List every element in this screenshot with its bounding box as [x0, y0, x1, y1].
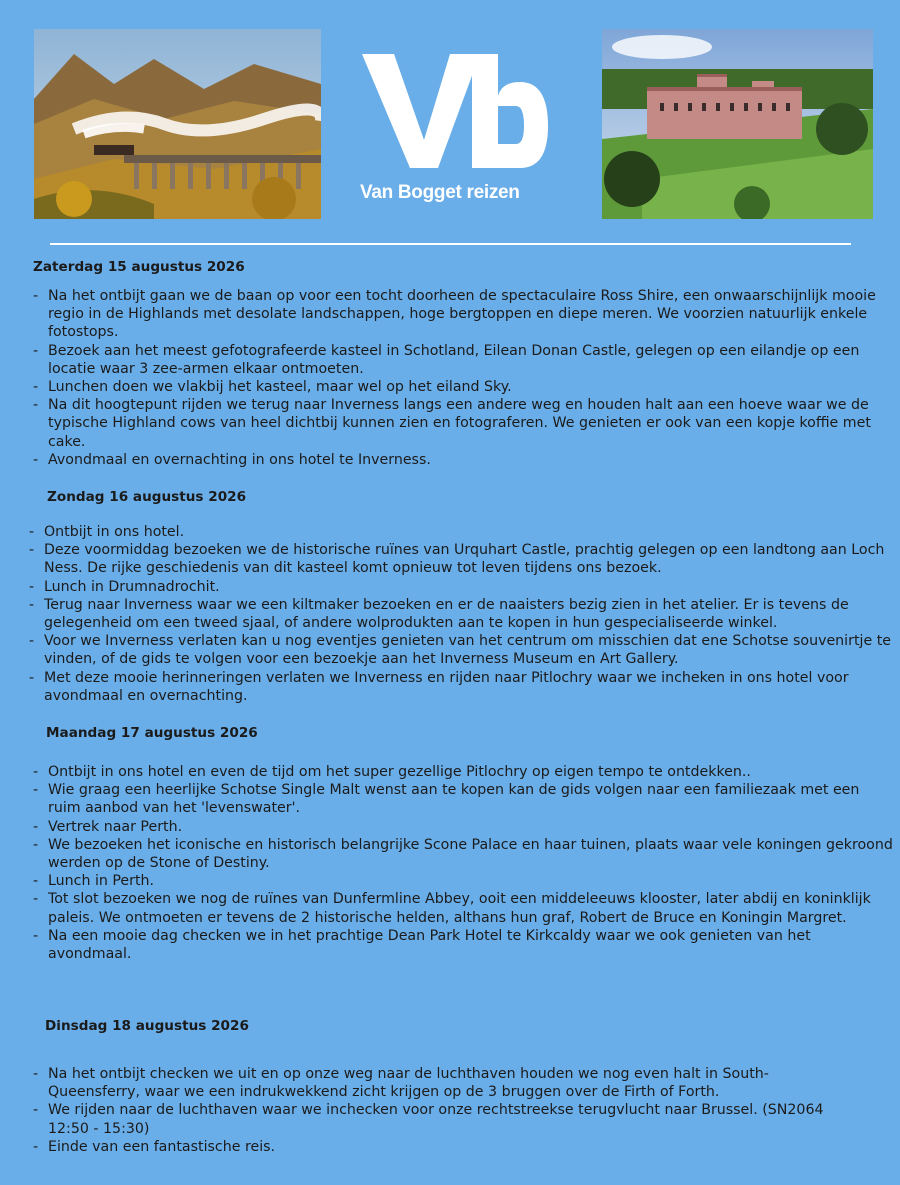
list-item: - We bezoeken het iconische en historisch belangrijke Scone Palace en haar tuinen, plaats waar vele koningen gekroond werden op de Stone of Destiny.: [33, 836, 895, 872]
list-item: - Terug naar Inverness waar we een kiltmaker bezoeken en er de naaisters bezig zien in het atelier. Er is tevens de gelegenheid om een tweed sjaal, of andere wolprodukten aan te kopen in hun gespecialiseerde winkel.: [29, 596, 893, 632]
header: [0, 0, 900, 240]
list-item: - Lunch in Perth.: [33, 872, 895, 890]
list-item: - Ontbijt in ons hotel en even de tijd om het super gezellige Pitlochry op eigen tempo te ontdekken..: [33, 763, 895, 781]
list-item: - Lunchen doen we vlakbij het kasteel, maar wel op het eiland Sky.: [33, 378, 883, 396]
vb-monogram-icon: [352, 44, 552, 174]
glenfinnan-viaduct-photo: [34, 29, 321, 219]
list-item: - Na dit hoogtepunt rijden we terug naar Inverness langs een andere weg en houden halt aan een hoeve waar we de typische Highland cows van heel dichtbij kunnen zien en fotograferen. We genieten er ook van een kopje koffie met cake.: [33, 396, 883, 451]
list-item: - Met deze mooie herinneringen verlaten we Inverness en rijden naar Pitlochry waar we incheken in ons hotel voor avondmaal en overnachting.: [29, 669, 893, 705]
list-item: - We rijden naar de luchthaven waar we inchecken voor onze rechtstreekse terugvlucht naar Brussel. (SN2064 12:50 - 15:30): [33, 1101, 843, 1137]
list-item: - Einde van een fantastische reis.: [33, 1138, 843, 1156]
list-item: - Vertrek naar Perth.: [33, 818, 895, 836]
van-bogget-logo: [352, 44, 552, 214]
list-item: - Na het ontbijt gaan we de baan op voor een tocht doorheen de spectaculaire Ross Shire, een onwaarschijnlijk mooie regio in de Highlands met desolate landschappen, hoge bergtoppen en diepe meren. We voorzien natuurlijk enkele fotostops.: [33, 287, 883, 342]
list-item: - Ontbijt in ons hotel.: [29, 523, 893, 541]
day-title: Zondag 16 augustus 2026: [47, 489, 247, 505]
list-item: - Na een mooie dag checken we in het prachtige Dean Park Hotel te Kirkcaldy waar we ook genieten van het avondmaal.: [33, 927, 895, 963]
list-item: - Avondmaal en overnachting in ons hotel te Inverness.: [33, 451, 883, 469]
scone-palace-photo: [602, 29, 873, 219]
list-item: - Bezoek aan het meest gefotografeerde kasteel in Schotland, Eilean Donan Castle, gelegen op een eilandje op een locatie waar 3 zee-armen elkaar ontmoeten.: [33, 342, 883, 378]
day-title: Zaterdag 15 augustus 2026: [33, 259, 245, 275]
day-items: [33, 1065, 843, 1156]
list-item: - Wie graag een heerlijke Schotse Single Malt wenst aan te kopen kan de gids volgen naar een familiezaak met een ruim aanbod van het 'levenswater'.: [33, 781, 895, 817]
day-title: Dinsdag 18 augustus 2026: [45, 1018, 249, 1034]
day-items: [33, 763, 895, 963]
list-item: - Voor we Inverness verlaten kan u nog eventjes genieten van het centrum om misschien dat ene Schotse souvenirtje te vinden, of de gids te volgen voor een bezoekje aan het Inverness Museum en Art Gallery.: [29, 632, 893, 668]
list-item: - Tot slot bezoeken we nog de ruïnes van Dunfermline Abbey, ooit een middeleeuws klooster, later abdij en koninklijk paleis. We ontmoeten er tevens de 2 historische helden, althans hun graf, Robert de Bruce en Koningin Margret.: [33, 890, 895, 926]
header-divider: [50, 243, 851, 245]
day-items: [33, 287, 883, 469]
list-item: - Lunch in Drumnadrochit.: [29, 578, 893, 596]
day-title: Maandag 17 augustus 2026: [46, 725, 258, 741]
day-items: [29, 523, 893, 705]
list-item: - Deze voormiddag bezoeken we de historische ruïnes van Urquhart Castle, prachtig gelegen op een landtong aan Loch Ness. De rijke geschiedenis van dit kasteel komt opnieuw tot leven tijdens ons bezoek.: [29, 541, 893, 577]
logo-text: Van Bogget reizen: [360, 182, 520, 203]
list-item: - Na het ontbijt checken we uit en op onze weg naar de luchthaven houden we nog even halt in South-Queensferry, waar we een indrukwekkend zicht krijgen op de 3 bruggen over de Firth of Forth.: [33, 1065, 843, 1101]
